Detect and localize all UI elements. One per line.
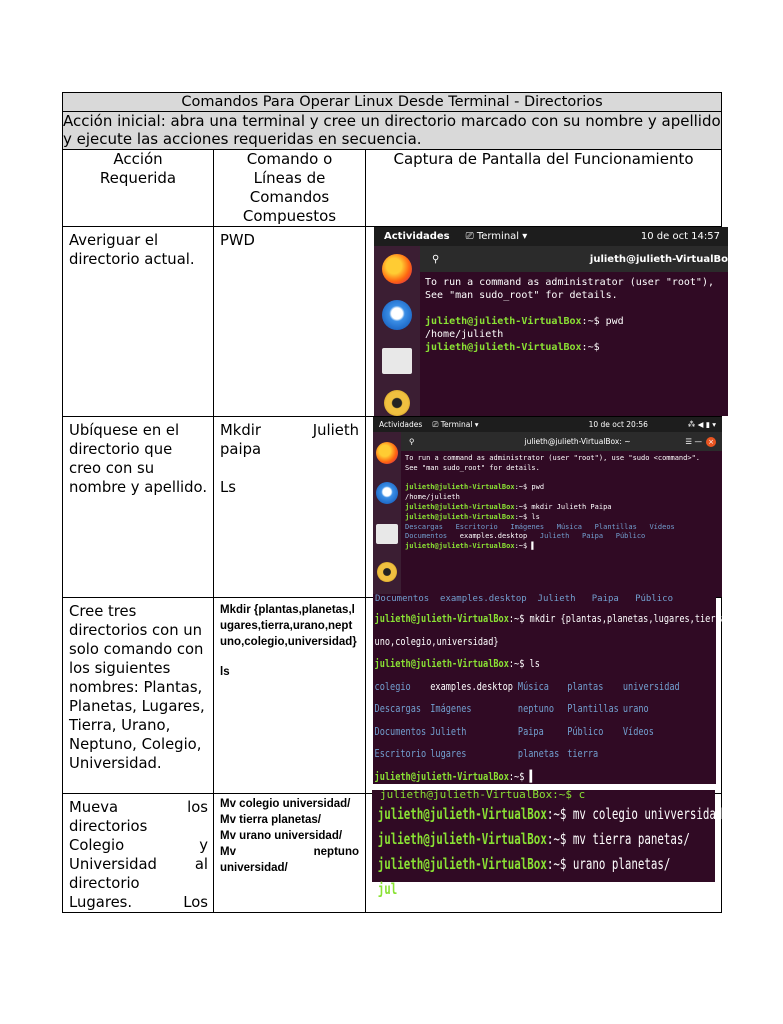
ls-entry: Documentos xyxy=(374,724,427,738)
partial-line-4: julieth@julieth-VirtualBox:~$ c xyxy=(380,788,586,801)
search-icon-2[interactable]: ⚲ xyxy=(409,437,415,446)
terminal-output-2 xyxy=(401,451,722,552)
ls-entry: Plantillas xyxy=(594,522,650,531)
commands-table xyxy=(62,92,783,913)
accion-line: directorio xyxy=(69,875,140,892)
terminal-prompt-line: julieth@julieth-VirtualBox:~$ xyxy=(425,342,600,353)
ls-entry: Paipa xyxy=(517,724,544,738)
ls-entry: Julieth xyxy=(430,724,467,738)
accion-word: Universidad xyxy=(69,856,157,873)
cmd-mv-4b: neptuno xyxy=(313,846,359,858)
dock xyxy=(374,246,420,416)
captura-cell-3 xyxy=(366,594,783,794)
cmd-mv-3: Mv urano universidad/ xyxy=(220,830,343,842)
ls-output-row xyxy=(375,743,718,766)
document-title: Comandos Para Operar Linux Desde Terminal - Directorios xyxy=(63,93,722,112)
header-captura: Captura de Pantalla del Funcionamiento xyxy=(366,150,722,227)
cmd-ls-2: ls xyxy=(220,666,230,678)
terminal-output-line: /home/julieth xyxy=(405,493,460,502)
ls-output-row xyxy=(375,721,718,744)
terminal-output-line xyxy=(425,302,728,315)
clock-label-2: 10 de oct 20:56 xyxy=(588,420,648,429)
close-icon[interactable]: × xyxy=(706,437,716,447)
ls-output-row xyxy=(405,532,722,542)
ls-entry: Documentos xyxy=(405,532,460,541)
screenshot-pwd xyxy=(374,227,728,416)
terminal-window-2 xyxy=(401,432,722,597)
ls-output-row xyxy=(375,676,718,699)
terminal-output-4 xyxy=(372,800,729,902)
terminal-output-line: /home/julieth xyxy=(425,329,504,340)
accion-word: los xyxy=(187,799,208,816)
header-accion: Acción Requerida xyxy=(63,150,214,227)
cmd-mkdir: Mkdir xyxy=(220,422,261,439)
terminal-output-line: uno,colegio,universidad} xyxy=(374,634,499,648)
ls-entry: examples.desktop xyxy=(430,679,513,693)
terminal-app-label: ⎚ Terminal ▾ xyxy=(465,231,528,242)
intro-instructions: Acción inicial: abra una terminal y cree un directorio marcado con su nombre y apellido y ejecute las acciones requeridas en secuencia. xyxy=(63,112,721,148)
ls-entry: Julieth xyxy=(539,532,583,541)
terminal-prompt-line: julieth@julieth-VirtualBox:~$ ▌ xyxy=(374,769,535,783)
ls-entry: Vídeos xyxy=(649,522,688,531)
accion-word: y xyxy=(199,837,208,854)
captura-cell-2 xyxy=(366,417,722,598)
thunderbird-icon xyxy=(382,300,412,330)
terminal-output-line: To run a command as administrator (user "root"), xyxy=(425,277,714,288)
terminal-title-2: julieth@julieth-VirtualBox: ~ xyxy=(524,437,631,446)
terminal-prompt-line: julieth@julieth-VirtualBox:~$ mkdir Julieth Paipa xyxy=(405,502,612,511)
ubuntu-topbar xyxy=(374,227,728,246)
firefox-icon xyxy=(382,254,412,284)
ls-entry: colegio xyxy=(374,679,411,693)
comando-cell-4 xyxy=(214,794,366,913)
ls-entry: lugares xyxy=(430,747,467,760)
ls-output-row xyxy=(405,523,722,533)
ls-entry: Descargas xyxy=(374,702,422,715)
cmd-mv-4c: universidad/ xyxy=(220,862,288,874)
terminal-output-line: See "man sudo_root" for details. xyxy=(405,463,540,472)
accion-word: Lugares. xyxy=(69,894,133,911)
ls-entry: Paipa xyxy=(582,532,616,541)
accion-word: Mueva xyxy=(69,799,119,816)
terminal-prompt-line: julieth@julieth-VirtualBox:~$ ▌ xyxy=(405,542,536,551)
ls-entry: planetas xyxy=(517,747,560,760)
terminal-prompt-line: julieth@julieth-VirtualBox:~$ mv tierra panetas/ xyxy=(377,830,690,848)
clock-label: 10 de oct 14:57 xyxy=(640,231,720,242)
terminal-window xyxy=(420,246,728,416)
accion-cell-2: Ubíquese en el directorio que creo con su nombre y apellido. xyxy=(63,417,214,598)
accion-word: Colegio xyxy=(69,837,125,854)
terminal-prompt-line: julieth@julieth-VirtualBox:~$ ls xyxy=(405,512,540,521)
comando-cell-2 xyxy=(214,417,366,598)
terminal-output-line: To run a command as administrator (user "root"), use "sudo <command>". xyxy=(405,454,701,462)
ls-entry: universidad xyxy=(622,679,680,693)
screenshot-mv xyxy=(372,788,729,898)
terminal-titlebar-2 xyxy=(401,432,722,451)
comando-cell-1: PWD xyxy=(214,227,366,417)
search-icon[interactable]: ⚲ xyxy=(432,253,440,265)
rhythmbox-icon xyxy=(384,390,410,416)
accion-word: Los xyxy=(183,894,208,911)
menu-icon[interactable]: ☰ — xyxy=(685,437,702,446)
ls-entry: urano xyxy=(622,702,649,715)
terminal-output-line xyxy=(405,474,722,484)
terminal-titlebar xyxy=(420,246,728,272)
ls-entry: Vídeos xyxy=(622,724,654,738)
screenshot-mkdir-braces xyxy=(373,594,783,784)
thunderbird-icon-2 xyxy=(376,482,398,504)
terminal-prompt-line: julieth@julieth-VirtualBox:~$ pwd xyxy=(405,483,545,492)
terminal-output-3 xyxy=(373,604,783,788)
accion-word: al xyxy=(194,856,208,873)
ls-entry: Público xyxy=(567,724,604,738)
ls-entry: plantas xyxy=(567,679,604,693)
cmd-mkdir-braces: Mkdir {plantas,planetas,lugares,tierra,urano,neptuno,colegio,universidad} xyxy=(220,604,357,648)
ls-entry: Imágenes xyxy=(510,522,557,531)
ls-entry: Público xyxy=(615,532,658,541)
activities-label-2: Actividades xyxy=(379,420,423,429)
ls-entry: Música xyxy=(556,522,595,531)
terminal-prompt-line: julieth@julieth-VirtualBox:~$ ls xyxy=(374,657,540,670)
ls-entry: Imágenes xyxy=(430,702,472,715)
dock-2 xyxy=(373,432,401,597)
terminal-title: julieth@julieth-VirtualBo xyxy=(589,253,728,265)
cmd-julieth: Julieth xyxy=(312,422,359,439)
partial-line: Documentos examples.desktop Julieth Paipa Público xyxy=(375,594,674,604)
cmd-ls: Ls xyxy=(220,479,236,496)
rhythmbox-icon-2 xyxy=(377,562,397,582)
ls-entry: Descargas xyxy=(405,522,456,531)
ls-entry: Escritorio xyxy=(455,522,511,531)
terminal-prompt-line: julieth@julieth-VirtualBox:~$ mv colegio univversidad/ xyxy=(377,805,729,823)
comando-cell-3 xyxy=(214,598,366,794)
firefox-icon-2 xyxy=(376,442,398,464)
terminal-app-label-2: ⎚ Terminal ▾ xyxy=(432,419,479,429)
ls-entry: tierra xyxy=(567,747,599,760)
terminal-prompt-line: julieth@julieth-VirtualBox:~$ mkdir {plantas,planetas,lugares,tierra,urano,nept xyxy=(374,612,783,625)
cmd-mv-4a: Mv xyxy=(220,846,236,858)
files-icon xyxy=(382,348,412,374)
terminal-output xyxy=(420,272,728,354)
screenshot-mkdir xyxy=(373,417,722,597)
cmd-mv-1: Mv colegio universidad/ xyxy=(220,798,351,810)
ls-entry: Plantillas xyxy=(567,702,619,715)
terminal-output-line: See "man sudo_root" for details. xyxy=(425,290,618,301)
terminal-prompt-line: julieth@julieth-VirtualBox:~$ urano planetas/ xyxy=(377,855,671,873)
captura-cell-4 xyxy=(366,788,729,913)
terminal-prompt-line: julieth@julieth-VirtualBox:~$ pwd xyxy=(425,316,624,327)
accion-cell-4 xyxy=(63,794,214,913)
ls-output-row xyxy=(375,698,718,721)
ubuntu-topbar-2 xyxy=(373,417,722,432)
cmd-mv-2: Mv tierra planetas/ xyxy=(220,814,321,826)
header-comando: Comando o Líneas de Comandos Compuestos xyxy=(214,150,366,227)
activities-label: Actividades xyxy=(384,231,450,242)
files-icon-2 xyxy=(376,524,398,544)
accion-cell-3: Cree tres directorios con un solo comando con los siguientes nombres: Plantas, Planetas, Lugares, Tierra, Urano, Neptuno, Colegio, Universidad. xyxy=(63,598,214,794)
accion-cell-1: Averiguar el directorio actual. xyxy=(63,227,214,417)
system-tray-icons: ⁂ ◀ ▮ ▾ xyxy=(687,420,716,429)
accion-line: directorios xyxy=(69,818,148,835)
ls-entry: examples.desktop xyxy=(459,532,540,541)
terminal-output-line: jul xyxy=(377,880,398,898)
ls-entry: Escritorio xyxy=(374,747,427,760)
ls-entry: Música xyxy=(517,679,549,693)
captura-cell-1 xyxy=(366,227,728,417)
cmd-paipa: paipa xyxy=(220,441,262,458)
ls-entry: neptuno xyxy=(517,702,555,715)
